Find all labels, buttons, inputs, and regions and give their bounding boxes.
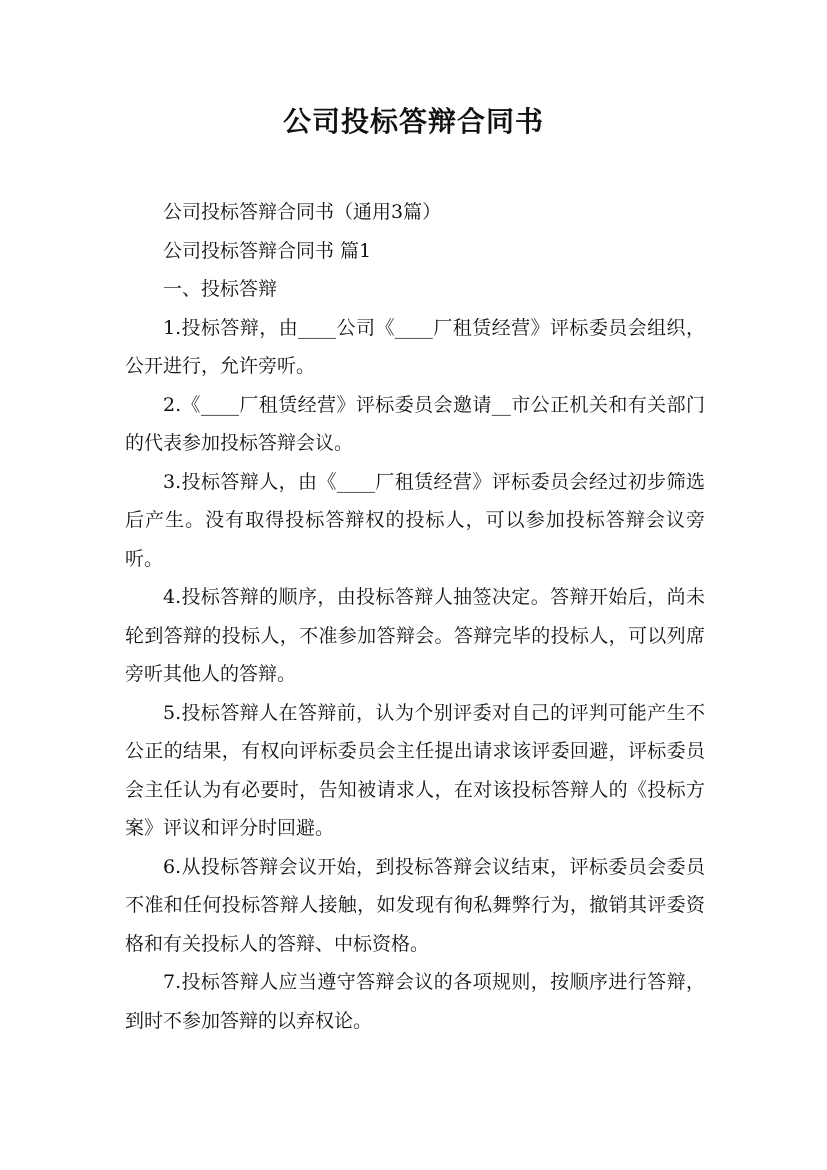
document-body (125, 193, 705, 1040)
paragraph-section-heading: 公司投标答辩合同书 篇1 (163, 239, 372, 262)
paragraph-subtitle: 公司投标答辩合同书（通用3篇） (163, 201, 442, 223)
paragraph-item-2: 2.《____厂租赁经营》评标委员会邀请__市公正机关和有关部门的代表参加投标答辩会议。 (125, 393, 705, 454)
paragraph-item-7: 7.投标答辩人应当遵守答辩会议的各项规则，按顺序进行答辩，到时不参加答辩的以弃权论。 (125, 971, 705, 1032)
document-title: 公司投标答辩合同书 (282, 105, 544, 138)
paragraph-item-5: 5.投标答辩人在答辩前，认为个别评委对自己的评判可能产生不公正的结果，有权向评标委员会主任提出请求该评委回避，评标委员会主任认为有必要时，告知被请求人，在对该投标答辩人的《投标方案》评议和评分时回避。 (125, 701, 705, 839)
paragraph-item-6: 6.从投标答辩会议开始，到投标答辩会议结束，评标委员会委员不准和任何投标答辩人接触，如发现有徇私舞弊行为，撤销其评委资格和有关投标人的答辩、中标资格。 (125, 855, 705, 955)
paragraph-item-4: 4.投标答辩的顺序，由投标答辩人抽签决定。答辩开始后，尚未轮到答辩的投标人，不准参加答辩会。答辩完毕的投标人，可以列席旁听其他人的答辩。 (125, 586, 705, 685)
paragraph-item-3: 3.投标答辩人，由《____厂租赁经营》评标委员会经过初步筛选后产生。没有取得投标答辩权的投标人，可以参加投标答辩会议旁听。 (125, 470, 705, 570)
paragraph-part-heading: 一、投标答辩 (163, 278, 278, 300)
paragraph-item-1: 1.投标答辩，由____公司《____厂租赁经营》评标委员会组织，公开进行，允许旁听。 (125, 316, 705, 377)
